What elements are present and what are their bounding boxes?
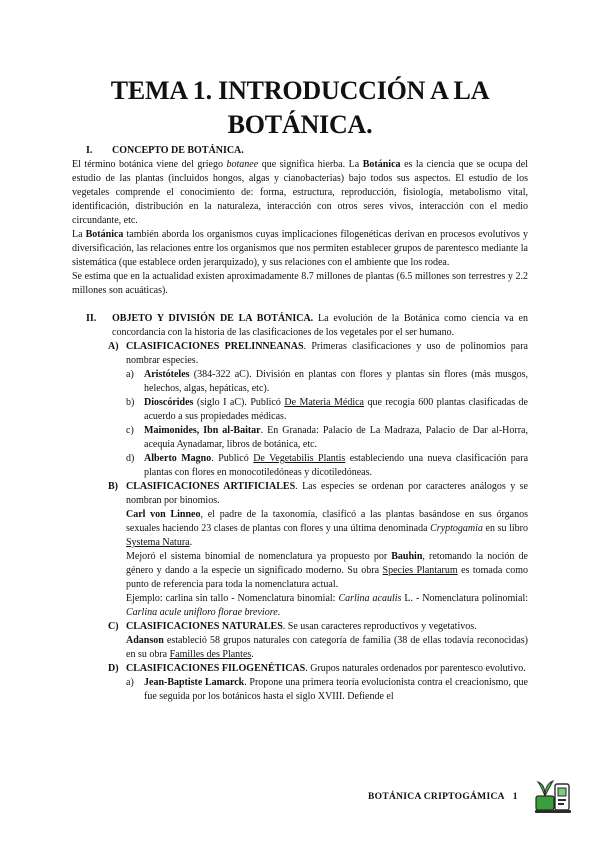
paragraph: Ejemplo: carlina sin tallo - Nomenclatura binomial: Carlina acaulis L. - Nomenclatura polinomial: Carlina acule unifloro florae breviore.: [126, 593, 529, 618]
section-number: I.: [86, 145, 93, 156]
list-item: c) Maimonides, Ibn al-Baitar. En Granada: Palacio de La Madraza, Palacio de Dar al-Horra, acequia Aynadamar, libros de botánica, etc.: [126, 425, 528, 450]
paragraph: Adanson estableció 58 grupos naturales con categoría de familia (38 de ellas todavía reconocidas) en su obra Familles des Plantes.: [126, 635, 528, 660]
section-title: OBJETO Y DIVISIÓN DE LA BOTÁNICA.: [112, 313, 314, 324]
footer-title: BOTÁNICA CRIPTOGÁMICA: [368, 792, 505, 802]
subsection-a: A) CLASIFICACIONES PRELINNEANAS. Primeras clasificaciones y uso de polinomios para nombrar especies.: [108, 341, 528, 366]
paragraph: Carl von Linneo, el padre de la taxonomía, clasificó a las plantas basándose en sus órganos sexuales haciendo 23 clases de plantas con flores y una última denominada Cryptogamia en su libro Systema Natura.: [126, 509, 529, 548]
subsection-d: D) CLASIFICACIONES FILOGENÉTICAS. Grupos naturales ordenados por parentesco evolutivo.: [108, 663, 526, 674]
title-line-2: BOTÁNICA.: [227, 110, 373, 139]
list-item: b) Dioscórides (siglo I aC). Publicó De Materia Médica que recogía 600 plantas clasificadas de acuerdo a sus propiedades médicas.: [126, 397, 528, 422]
plant-microscope-icon: [533, 774, 573, 816]
list-item: a) Jean-Baptiste Lamarck. Propone una primera teoría evolucionista contra el creacionismo, que fue seguida por los botánicos hasta el siglo XVIII. Defiende el: [126, 677, 528, 702]
section-1-heading: [72, 144, 528, 158]
document-body: [72, 144, 528, 704]
subsection-b: B) CLASIFICACIONES ARTIFICIALES. Las especies se ordenan por caracteres análogos y se nombran por binomios.: [108, 481, 528, 506]
paragraph: Mejoró el sistema binomial de nomenclatura ya propuesto por Bauhin, retomando la noción de género y dando a la especie un significado moderno. Su obra Species Plantarum es tomada como punto de referencia para toda la nomenclatura actual.: [126, 551, 528, 590]
list-item: d) Alberto Magno. Publicó De Vegetabilis Plantis estableciendo una nueva clasificación para plantas con flores en monocotiledóneas y dicotiledóneas.: [126, 453, 529, 478]
title-line-1: TEMA 1. INTRODUCCIÓN A LA: [110, 76, 490, 105]
section-2-heading: [72, 312, 528, 340]
page-number: 1: [512, 792, 518, 802]
document-title: [0, 74, 600, 142]
paragraph: El término botánica viene del griego botanee que significa hierba. La Botánica es la ciencia que se ocupa del estudio de las plantas (incluidos hongos, algas y cianobacterias) bajo todos sus aspectos. El estudio de los vegetales comprende el conocimiento de: forma, estructura, reproducción, fisiología, metabolismo vital, identificación, distribución en la naturaleza, interacción con otros seres vivos, interacción con el medio circundante, etc.: [72, 159, 529, 226]
paragraph: La Botánica también aborda los organismos cuyas implicaciones filogenéticas derivan en procesos evolutivos y diversificación, las relaciones entre los organismos que nos permiten establecer grupos de parentesco mediante la sistemática (que establece orden jerarquizado), y sus relaciones con el ambiente que los rodea.: [72, 229, 528, 268]
list-item: a) Aristóteles (384-322 aC). División en plantas con flores y plantas sin flores (más musgos, helechos, algas, hepáticas, etc).: [126, 369, 528, 394]
section-title: CONCEPTO DE BOTÁNICA.: [112, 145, 244, 156]
subsection-c: C) CLASIFICACIONES NATURALES. Se usan caracteres reproductivos y vegetativos.: [108, 621, 477, 632]
section-intro: La evolución de la Botánica como ciencia va en concordancia con la historia de las clasificaciones de los vegetales por el ser humano.: [112, 313, 528, 338]
paragraph: Se estima que en la actualidad existen aproximadamente 8.7 millones de plantas (6.5 millones son terrestres y 2.2 millones son acuáticas).: [72, 271, 528, 296]
page-footer: [368, 792, 518, 802]
section-number: II.: [86, 313, 97, 324]
